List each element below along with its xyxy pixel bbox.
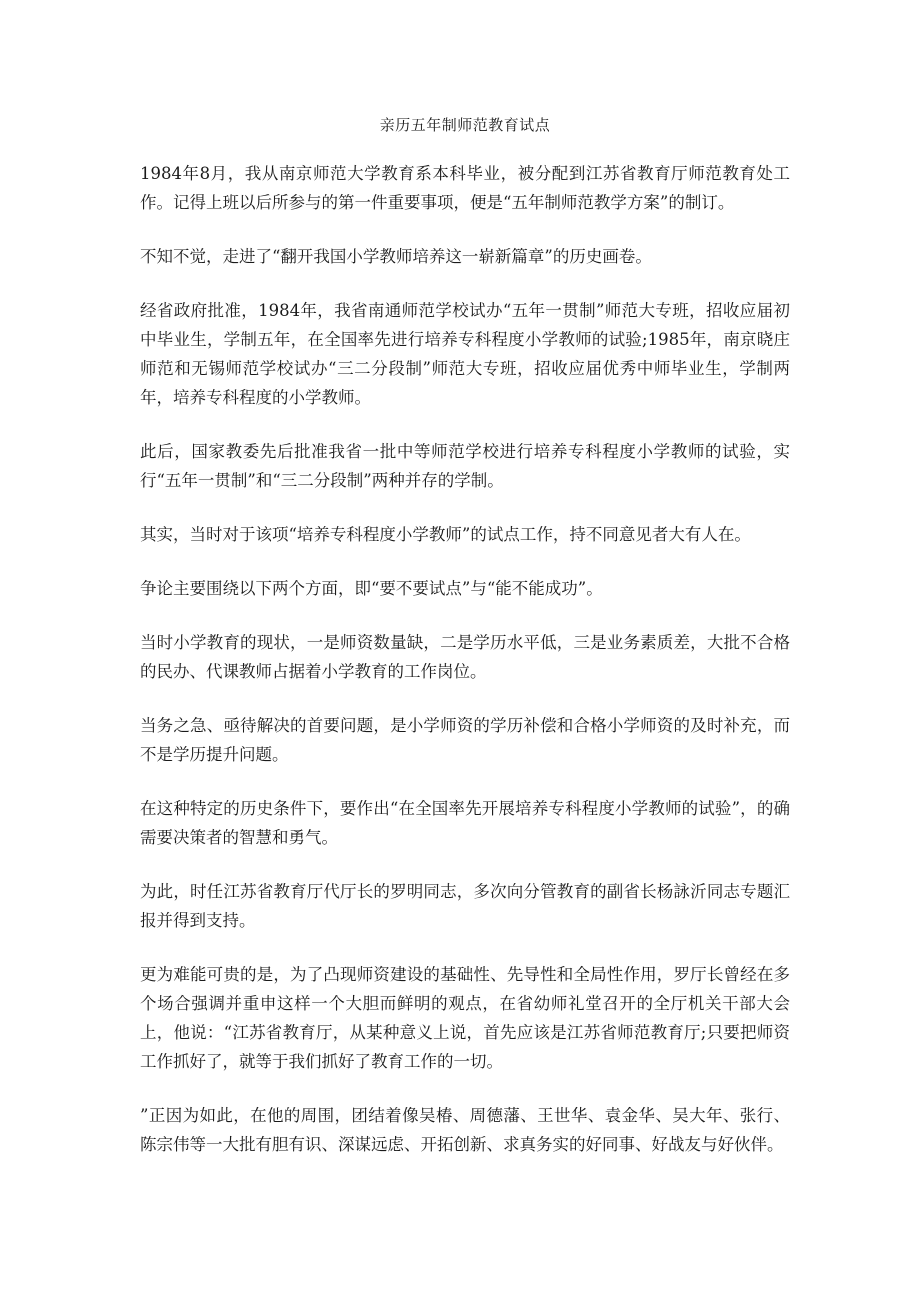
- paragraph-5: 其实，当时对于该项“培养专科程度小学教师”的试点工作，持不同意见者大有人在。: [140, 525, 751, 544]
- document-page: [140, 113, 790, 1184]
- paragraph-8: 当务之急、亟待解决的首要问题，是小学师资的学历补偿和合格小学师资的及时补充，而不是学历提升问题。: [140, 716, 790, 764]
- paragraph-1: 1984年8月，我从南京师范大学教育系本科毕业，被分配到江苏省教育厅师范教育处工作。记得上班以后所参与的第一件重要事项，便是“五年制师范教学方案”的制订。: [140, 164, 790, 212]
- paragraph-6: 争论主要围绕以下两个方面，即“要不要试点”与“能不能成功”。: [140, 579, 603, 598]
- paragraph-9: 在这种特定的历史条件下，要作出“在全国率先开展培养专科程度小学教师的试验”，的确需要决策者的智慧和勇气。: [140, 799, 790, 847]
- paragraph-12: ”正因为如此，在他的周围，团结着像吴椿、周德藩、王世华、袁金华、吴大年、张行、陈宗伟等一大批有胆有识、深谋远虑、开拓创新、求真务实的好同事、好战友与好伙伴。: [140, 1106, 790, 1154]
- paragraph-4: 此后，国家教委先后批准我省一批中等师范学校进行培养专科程度小学教师的试验，实行“五年一贯制”和“三二分段制”两种并存的学制。: [140, 442, 790, 490]
- paragraph-7: 当时小学教育的现状，一是师资数量缺，二是学历水平低，三是业务素质差，大批不合格的民办、代课教师占据着小学教育的工作岗位。: [140, 633, 790, 681]
- paragraph-3: 经省政府批准，1984年，我省南通师范学校试办“五年一贯制”师范大专班，招收应届初中毕业生，学制五年，在全国率先进行培养专科程度小学教师的试验;1985年，南京晓庄师范和无锡师范学校试办“三二分段制”师范大专班，招收应届优秀中师毕业生，学制两年，培养专科程度的小学教师。: [140, 301, 790, 407]
- paragraph-10: 为此，时任江苏省教育厅代厅长的罗明同志，多次向分管教育的副省长杨詠沂同志专题汇报并得到支持。: [140, 882, 790, 930]
- paragraph-2: 不知不觉，走进了“翻开我国小学教师培养这一崭新篇章”的历史画卷。: [140, 247, 652, 266]
- paragraph-11: 更为难能可贵的是，为了凸现师资建设的基础性、先导性和全局性作用，罗厅长曾经在多个场合强调并重申这样一个大胆而鲜明的观点，在省幼师礼堂召开的全厅机关干部大会上，他说：“江苏省教育厅，从某种意义上说，首先应该是江苏省师范教育厅;只要把师资工作抓好了，就等于我们抓好了教育工作的一切。: [140, 965, 790, 1071]
- document-title: 亲历五年制师范教育试点: [379, 116, 551, 134]
